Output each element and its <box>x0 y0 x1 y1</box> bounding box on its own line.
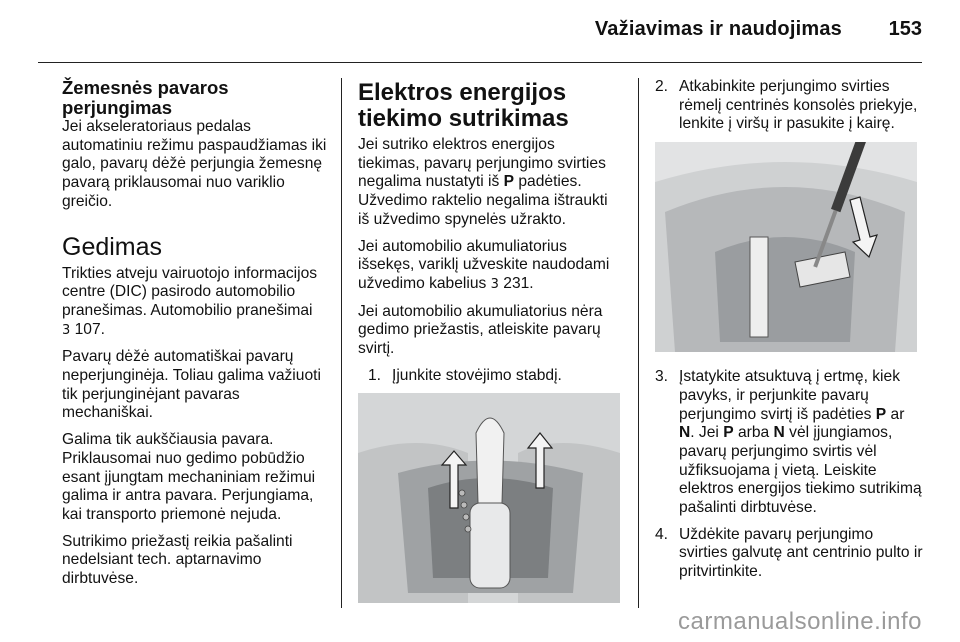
header-rule <box>38 62 922 63</box>
gear-shift-illustration <box>358 393 620 603</box>
step-text-part: vėl įjungiamos, pavarų perjungimo svirtis vėl užfiksuojama į vietą. Leiskite elektros energijos tiekimo sutrikimą pašalinti dirbtuvėse. <box>679 424 922 517</box>
paragraph-fault-3: Galima tik aukščiausia pavara. Priklausomai nuo gedimo pobūdžio esant įjungtam mechaniniam režimui galima ir antra pavara. Perjungiama, kai transporto priemonė nejuda. <box>62 431 316 523</box>
cross-reference-icon: 3 <box>62 322 71 338</box>
cross-reference-icon: 3 <box>490 276 499 292</box>
column-3 <box>655 78 925 590</box>
screwdriver-drawing <box>655 142 917 352</box>
section-heading-fault: Gedimas <box>62 232 163 261</box>
column-divider-2 <box>638 78 639 608</box>
paragraph-downshift: Jei akseleratoriaus pedalas automatiniu režimu paspaudžiamas iki galo, pavarų dėžė perjungia žemesnę pavarą priklausomai nuo variklio greičio. <box>62 118 327 210</box>
cross-reference-page: 231. <box>503 274 534 292</box>
section-heading-power-failure: Elektros energijos tiekimo sutrikimas <box>358 79 569 132</box>
paragraph-fault-4: Sutrikimo priežastį reikia pašalinti nedelsiant tech. aptarnavimo dirbtuvėse. <box>62 532 293 588</box>
gear-letter: P <box>723 424 734 442</box>
step-text: Uždėkite pavarų perjungimo svirties galvutę ant centrinio pulto ir pritvirtinkite. <box>679 525 923 581</box>
page-number: 153 <box>888 18 922 40</box>
step-text <box>679 368 925 518</box>
step-text: Įjunkite stovėjimo stabdį. <box>392 366 562 384</box>
gear-letter: P <box>875 405 887 423</box>
gear-letter: N <box>679 424 691 442</box>
column-divider-1 <box>341 78 342 608</box>
page-header-title: Važiavimas ir naudojimas <box>594 18 842 40</box>
step-number: 4. <box>655 525 669 543</box>
step-4 <box>655 526 925 582</box>
step-number: 1. <box>368 366 382 384</box>
cross-reference-page: 107. <box>74 320 105 338</box>
gear-letter: P <box>503 173 515 191</box>
paragraph-fault-2: Pavarų dėžė automatiškai pavarų neperjunginėja. Toliau galima važiuoti tik perjunginėjant pavaras mechaniškai. <box>62 348 321 422</box>
gear-shift-drawing <box>358 393 620 603</box>
paragraph-text: Trikties atveju vairuotojo informacijos centre (DIC) pasirodo automobilio pranešimas. Automobilio pranešimai <box>62 264 318 319</box>
step-text: Atkabinkite perjungimo svirties rėmelį centrinės konsolės priekyje, lenkite į viršų ir pasukite į kairę. <box>679 78 918 133</box>
step-number: 2. <box>655 78 669 95</box>
step-text-part: . Jei <box>690 424 719 442</box>
section-heading-downshift: Žemesnės pavaros perjungimas <box>62 77 229 118</box>
step-text-part: Įstatykite atsuktuvą į ertmę, kiek pavyks, ir perjunkite pavarų perjungimo svirtį iš padėties <box>679 368 900 423</box>
column-2 <box>358 80 620 603</box>
paragraph-text: padėties. Užvedimo raktelio negalima ištraukti iš užvedimo spynelės užrakto. <box>358 173 608 228</box>
screwdriver-illustration <box>655 142 917 352</box>
step-number: 3. <box>655 368 669 386</box>
step-3 <box>655 368 925 518</box>
gear-letter: N <box>773 424 785 442</box>
paragraph-fault-1 <box>62 265 332 341</box>
column-1 <box>62 78 332 597</box>
paragraph-power-3: Jei automobilio akumuliatorius nėra gedimo priežastis, atleiskite pavarų svirtį. <box>358 302 603 358</box>
step-text-part: arba <box>737 424 770 442</box>
paragraph-text: Jei automobilio akumuliatorius išsekęs, variklį užveskite naudodami užvedimo kabelius <box>358 237 610 292</box>
paragraph-power-2 <box>358 238 620 295</box>
step-2 <box>655 78 925 134</box>
paragraph-text: Jei sutriko elektros energijos tiekimas, pavarų perjungimo svirties negalima nustatyti iš <box>358 136 606 191</box>
step-text-part: ar <box>890 405 905 423</box>
step-1 <box>358 367 620 386</box>
watermark: carmanualsonline.info <box>678 608 922 635</box>
paragraph-power-1 <box>358 136 620 230</box>
